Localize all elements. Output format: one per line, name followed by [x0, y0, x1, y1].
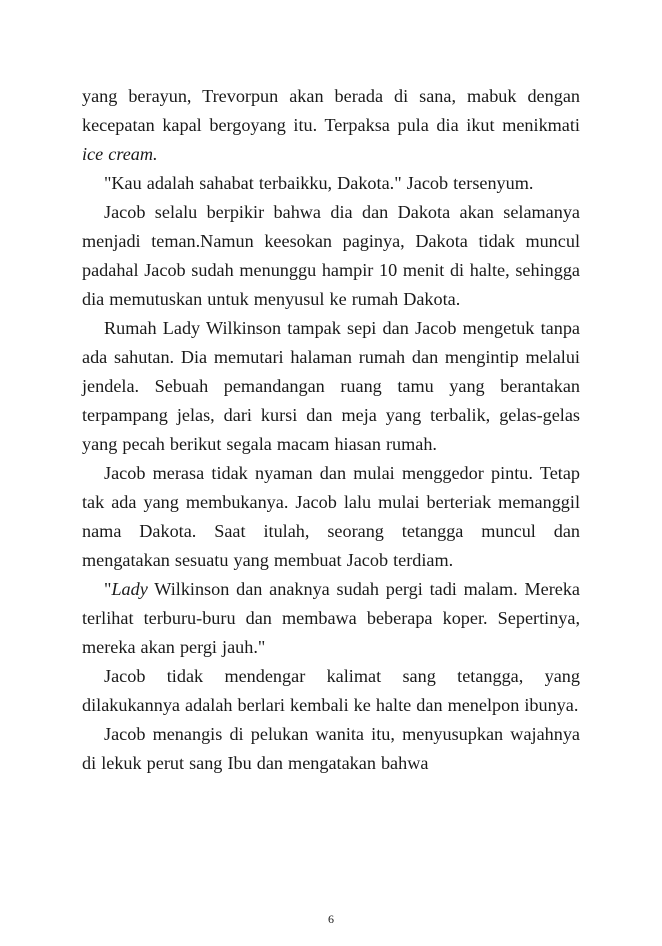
paragraph-4	[82, 314, 580, 459]
paragraph-3-text: Jacob selalu berpikir bahwa dia dan Dakota akan selamanya menjadi teman.Namun keesokan paginya, Dakota tidak muncul padahal Jacob sudah menunggu hampir 10 menit di halte, sehingga dia memutuskan untuk menyusul ke rumah Dakota.	[82, 202, 580, 309]
paragraph-7-text: Jacob tidak mendengar kalimat sang tetangga, yang dilakukannya adalah berlari kembali ke halte dan menelpon ibunya.	[82, 666, 580, 715]
paragraph-6-italic-text: Lady	[111, 579, 148, 599]
paragraph-6-open-quote: "	[104, 579, 112, 599]
paragraph-4-text: Rumah Lady Wilkinson tampak sepi dan Jacob mengetuk tanpa ada sahutan. Dia memutari halaman rumah dan mengintip melalui jendela. Sebuah pemandangan ruang tamu yang berantakan terpampang jelas, dari kursi dan meja yang terbalik, gelas-gelas yang pecah berikut segala macam hiasan rumah.	[82, 318, 580, 454]
paragraph-8	[82, 720, 580, 778]
paragraph-5	[82, 459, 580, 575]
paragraph-7	[82, 662, 580, 720]
paragraph-1-text: yang berayun, Trevorpun akan berada di sana, mabuk dengan kecepatan kapal bergoyang itu. Terpaksa pula dia ikut menikmati	[82, 86, 580, 135]
paragraph-2-text: "Kau adalah sahabat terbaikku, Dakota." Jacob tersenyum.	[104, 173, 534, 193]
page-body	[82, 82, 580, 778]
paragraph-6	[82, 575, 580, 662]
page-number: 6	[328, 912, 334, 926]
paragraph-5-text: Jacob merasa tidak nyaman dan mulai menggedor pintu. Tetap tak ada yang membukanya. Jacob lalu mulai berteriak memanggil nama Dakota. Saat itulah, seorang tetangga muncul dan mengatakan sesuatu yang membuat Jacob terdiam.	[82, 463, 580, 570]
paragraph-8-text: Jacob menangis di pelukan wanita itu, menyusupkan wajahnya di lekuk perut sang Ibu dan mengatakan bahwa	[82, 724, 580, 773]
paragraph-2	[82, 169, 580, 198]
paragraph-1	[82, 82, 580, 169]
paragraph-3	[82, 198, 580, 314]
paragraph-1-italic-text: ice cream.	[82, 144, 158, 164]
paragraph-6-text: Wilkinson dan anaknya sudah pergi tadi malam. Mereka terlihat terburu-buru dan membawa beberapa koper. Sepertinya, mereka akan pergi jauh."	[82, 579, 580, 657]
